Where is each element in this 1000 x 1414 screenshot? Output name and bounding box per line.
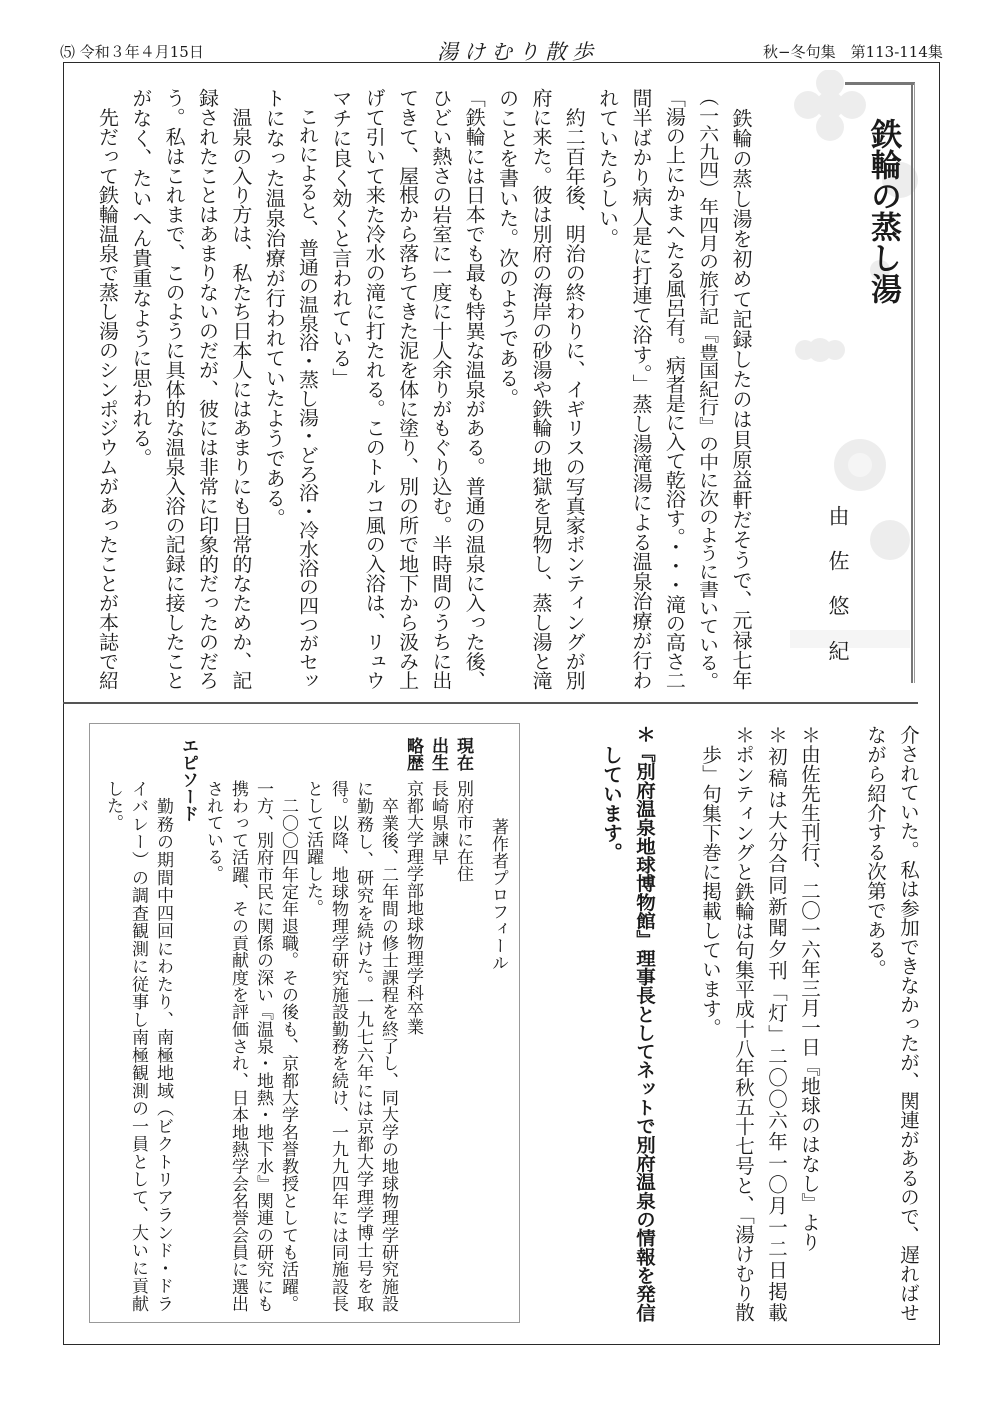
text-column bbox=[123, 88, 156, 690]
profile-content bbox=[100, 737, 475, 1312]
note-column bbox=[760, 725, 793, 1322]
episode-line bbox=[100, 737, 125, 1312]
article-body-top bbox=[90, 88, 757, 690]
text-column-content: トになった温泉治療が行われていたようである。 bbox=[262, 88, 287, 528]
text-column bbox=[457, 88, 490, 690]
profile-text: 二〇〇四年定年退職。その後も、京都大学名誉教授としても活躍。 bbox=[278, 780, 298, 1313]
publication-title: 湯けむり散歩 bbox=[437, 40, 599, 64]
note-column bbox=[727, 725, 760, 1322]
profile-text: に勤務し、研究を続けた。一九七六年には京都大学理学博士号を取 bbox=[353, 780, 373, 1313]
text-column bbox=[859, 725, 892, 1322]
career-line bbox=[225, 737, 250, 1312]
profile-text: 勤務の期間中四回にわたり、南極地域（ビクトリアランド・ドラ bbox=[153, 780, 173, 1313]
profile-text: されている。 bbox=[203, 780, 223, 882]
profile-text: 一方、別府市民に関係の深い『温泉・地熱・地下水』関連の研究にも bbox=[253, 780, 273, 1313]
section-divider bbox=[63, 702, 918, 704]
text-column bbox=[590, 88, 623, 690]
text-column-content: がなく、たいへん貴重なように思われる。 bbox=[128, 88, 153, 468]
profile-text: 得。以降、地球物理学研究施設勤務を続け、一九九四年には同施設長 bbox=[328, 780, 348, 1313]
text-column bbox=[724, 88, 757, 690]
episode-heading: エピソード bbox=[178, 737, 198, 822]
episode-line bbox=[125, 737, 150, 1312]
text-column-content: てきて、屋根から落ちてきた泥を体に塗り、別の所で地下から汲み上 bbox=[395, 88, 420, 690]
text-column-content: これによると、普通の温泉浴・蒸し湯・どろ浴・冷水浴の四つがセッ bbox=[295, 88, 320, 690]
profile-value: 別府市に在住 bbox=[453, 780, 473, 882]
profile-text: として活躍した。 bbox=[303, 780, 323, 916]
text-column-content: 録されたことはあまりないのだが、彼には非常に印象的だったのだろ bbox=[195, 88, 220, 690]
text-column-content: 歩」句集下巻に掲載しています。 bbox=[699, 745, 722, 1038]
text-column-content: ＊初稿は大分合同新聞夕刊「灯」二〇〇六年一〇月一二日掲載 bbox=[765, 725, 788, 1324]
text-column bbox=[290, 88, 323, 690]
title-rule-top bbox=[845, 82, 915, 85]
text-column bbox=[424, 88, 457, 690]
text-column bbox=[892, 725, 925, 1322]
profile-text: 卒業後、二年間の修士課程を終了し、同大学の地球物理学研究施設 bbox=[378, 780, 398, 1313]
text-column-content: 約二百年後、明治の終わりに、イギリスの写真家ポンティングが別 bbox=[562, 88, 587, 690]
text-column-content: 先だって鉄輪温泉で蒸し湯のシンポジウムがあったことが本誌で紹 bbox=[95, 88, 120, 690]
career-line bbox=[300, 737, 325, 1312]
text-column-content: のことを書いた。次のようである。 bbox=[495, 88, 520, 408]
profile-text: した。 bbox=[103, 780, 123, 831]
text-column bbox=[190, 88, 223, 690]
blank-column bbox=[661, 725, 694, 1322]
text-column-content: れていたらしい。 bbox=[595, 88, 620, 248]
text-column bbox=[690, 88, 723, 690]
text-column bbox=[490, 88, 523, 690]
text-column-content: 「鉄輪には日本でも最も特異な温泉がある。普通の温泉に入った後、 bbox=[462, 88, 487, 690]
profile-text: 携わって活躍、その貢献度を評価され、日本地熱学会名誉会員に選出 bbox=[228, 780, 248, 1313]
note-column bbox=[595, 725, 628, 1322]
text-column-content: う。私はこれまで、このように具体的な温泉入浴の記録に接したこと bbox=[162, 88, 187, 690]
text-column-content: （一六九四）年四月の旅行記『豊国紀行』の中に次のように書いている。 bbox=[695, 88, 720, 690]
text-column-content: 間半ばかり病人是に打連て浴す。」蒸し湯滝湯による温泉治療が行わ bbox=[628, 88, 653, 690]
text-column-content: ＊ポンティングと鉄輪は句集平成十八年秋五十七号と、「湯けむり散 bbox=[732, 725, 755, 1323]
episode-line bbox=[150, 737, 175, 1312]
text-column bbox=[657, 88, 690, 690]
profile-row bbox=[425, 737, 450, 1312]
profile-label: 現在 bbox=[453, 737, 473, 771]
text-column bbox=[624, 88, 657, 690]
text-column-content: げて引いて来た冷水の滝に打たれる。このトルコ風の入浴は、リュウ bbox=[362, 88, 387, 690]
profile-value: 京都大学理学部地球物理学科卒業 bbox=[403, 780, 423, 1035]
text-column bbox=[557, 88, 590, 690]
text-column bbox=[157, 88, 190, 690]
text-column-content: ひどい熱さの岩室に一度に十人余りがもぐり込む。半時間のうちに出 bbox=[428, 88, 453, 690]
profile-row bbox=[450, 737, 475, 1312]
career-line bbox=[325, 737, 350, 1312]
profile-text: イバレー）の調査観測に従事し南極観測の一員として、大いに貢献 bbox=[128, 780, 148, 1313]
page-number-date: ⑸ 令和３年４月15日 bbox=[60, 43, 204, 61]
career-line bbox=[350, 737, 375, 1312]
text-column bbox=[224, 88, 257, 690]
article-body-continued bbox=[590, 725, 925, 1322]
text-column-content: しています。 bbox=[600, 745, 623, 862]
article-title: 鉄輪の蒸し湯 bbox=[865, 118, 901, 304]
note-column bbox=[694, 725, 727, 1322]
text-column bbox=[390, 88, 423, 690]
career-line bbox=[200, 737, 225, 1312]
text-column-content: 介されていた。私は参加できなかったが、関連があるので、遅ればせ bbox=[897, 725, 920, 1322]
text-column-content: 鉄輪の蒸し湯を初めて記録したのは貝原益軒だそうで、元禄七年 bbox=[729, 88, 753, 691]
text-column-content: ＊由佐先生刊行、二〇一六年三月一日『地球のはなし』より bbox=[798, 725, 821, 1252]
profile-label: 略歴 bbox=[403, 737, 423, 771]
profile-value: 長崎県諫早 bbox=[428, 780, 448, 865]
text-column-content: ながら紹介する次第である。 bbox=[864, 725, 887, 979]
text-column bbox=[357, 88, 390, 690]
profile-row bbox=[400, 737, 425, 1312]
issue-label: 秋−冬句集 第113-114集 bbox=[763, 43, 943, 61]
text-column bbox=[524, 88, 557, 690]
article-author: 由佐悠紀 bbox=[826, 505, 850, 685]
career-line bbox=[275, 737, 300, 1312]
profile-title: 著作者プロフィール bbox=[488, 818, 508, 971]
text-column-content: ＊『別府温泉地球博物館』理事長としてネットで別府温泉の情報を発信 bbox=[633, 725, 656, 1322]
career-line bbox=[250, 737, 275, 1312]
text-column-content: マチに良く効くと言われている」 bbox=[328, 88, 353, 388]
text-column bbox=[257, 88, 290, 690]
text-column-content: 温泉の入り方は、私たち日本人にはあまりにも日常的なためか、記 bbox=[228, 88, 253, 690]
note-column bbox=[793, 725, 826, 1322]
blank-column bbox=[826, 725, 859, 1322]
text-column-content: 「湯の上にかまへたる風呂有。病者是に入て乾浴す。・・・滝の高さ二 bbox=[662, 88, 687, 690]
text-column bbox=[324, 88, 357, 690]
text-column bbox=[90, 88, 123, 690]
note-column bbox=[628, 725, 661, 1322]
title-rule-side bbox=[911, 83, 915, 683]
text-column-content: 府に来た。彼は別府の海岸の砂湯や鉄輪の地獄を見物し、蒸し湯と滝 bbox=[528, 88, 553, 690]
profile-label: 出生 bbox=[428, 737, 448, 771]
career-line bbox=[375, 737, 400, 1312]
